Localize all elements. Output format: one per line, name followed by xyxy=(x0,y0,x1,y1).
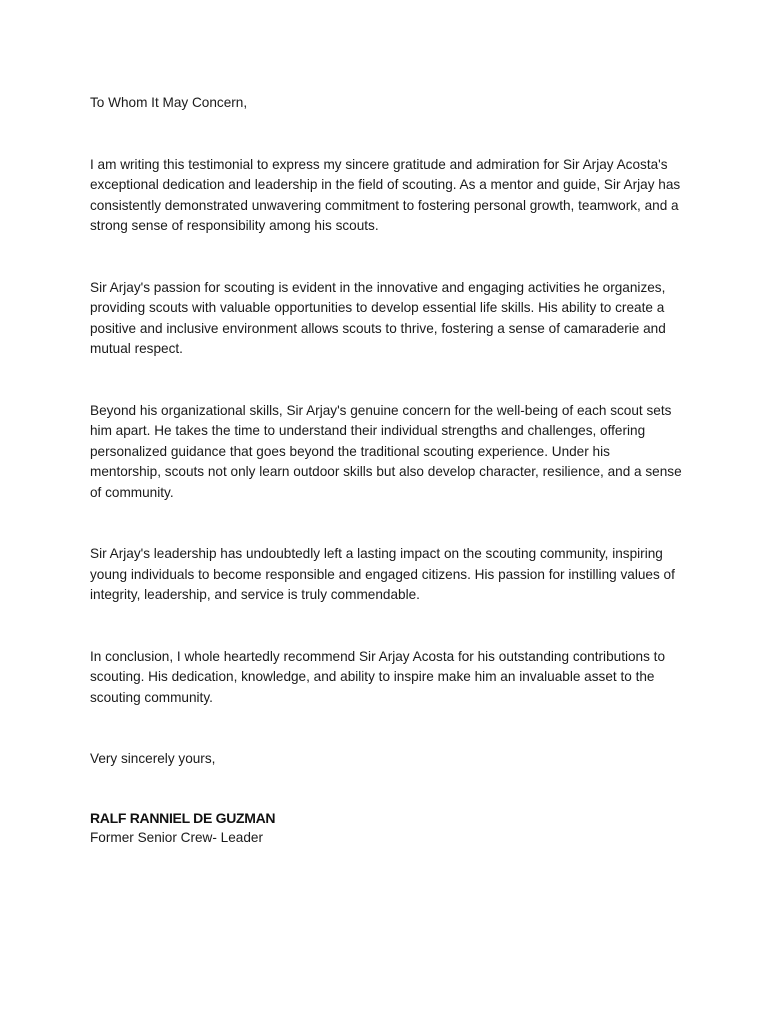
paragraph-concern: Beyond his organizational skills, Sir Arjay's genuine concern for the well-being of each scout sets him apart. He takes the time to understand their individual strengths and challenges, offering personalized guidance that goes beyond the traditional scouting experience. Under his mentorship, scouts not only learn outdoor skills but also develop character, resilience, and a sense of community. xyxy=(90,402,682,500)
testimonial-letter xyxy=(90,93,682,849)
paragraph-conclusion: In conclusion, I whole heartedly recommend Sir Arjay Acosta for his outstanding contributions to scouting. His dedication, knowledge, and ability to inspire make him an invaluable asset to the scouting community. xyxy=(90,648,666,705)
signer-title: Former Senior Crew- Leader xyxy=(90,830,264,845)
closing: Very sincerely yours, xyxy=(90,751,216,766)
paragraph-passion: Sir Arjay's passion for scouting is evident in the innovative and engaging activities he organizes, providing scouts with valuable opportunities to develop essential life skills. His ability to create a positive and inclusive environment allows scouts to thrive, fostering a sense of camaraderie and mutual respect. xyxy=(90,279,666,356)
salutation: To Whom It May Concern, xyxy=(90,95,248,110)
paragraph-leadership: Sir Arjay's leadership has undoubtedly left a lasting impact on the scouting community, inspiring young individuals to become responsible and engaged citizens. His passion for instilling values of integrity, leadership, and service is truly commendable. xyxy=(90,546,675,602)
signer-name: RALF RANNIEL DE GUZMAN xyxy=(90,809,276,826)
paragraph-introduction: I am writing this testimonial to express my sincere gratitude and admiration for Sir Arjay Acosta's exceptional dedication and leadership in the field of scouting. As a mentor and guide, Sir Arjay has consistently demonstrated unwavering commitment to fostering personal growth, teamwork, and a strong sense of responsibility among his scouts. xyxy=(90,156,681,233)
